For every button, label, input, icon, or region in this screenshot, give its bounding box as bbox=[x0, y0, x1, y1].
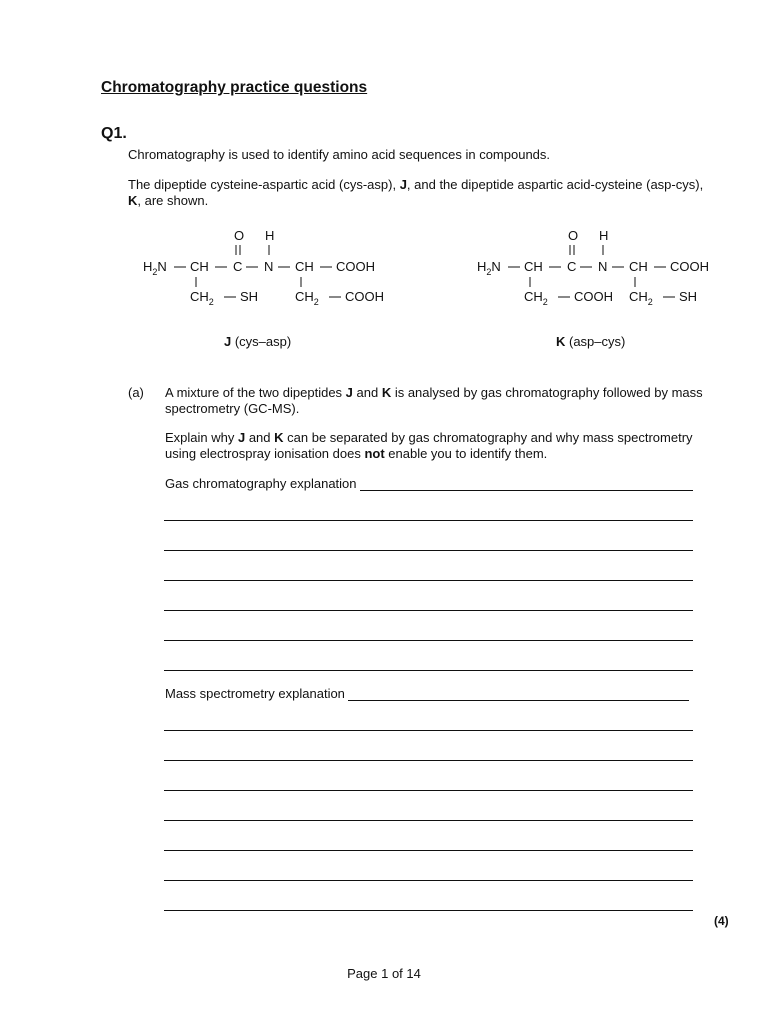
n-atom: N bbox=[157, 259, 167, 274]
carbonyl-o: O bbox=[234, 228, 245, 243]
ch-text: CH bbox=[524, 289, 543, 304]
intro2-j: J bbox=[399, 177, 407, 192]
ch2-group bbox=[524, 289, 548, 307]
question-number: Q1. bbox=[101, 125, 127, 142]
ch2-subscript: 2 bbox=[647, 297, 653, 307]
carboxyl-group: COOH bbox=[345, 289, 384, 304]
amide-h: H bbox=[265, 228, 275, 243]
ch2-group bbox=[295, 289, 319, 307]
h2-subscript: 2 bbox=[486, 267, 492, 277]
amide-n: N bbox=[598, 259, 608, 274]
carboxyl-group: COOH bbox=[670, 259, 709, 274]
answer-line[interactable] bbox=[164, 640, 693, 641]
carboxyl-group: COOH bbox=[574, 289, 613, 304]
part-a-text-1 bbox=[165, 385, 705, 417]
ch2-subscript: 2 bbox=[208, 297, 214, 307]
answer-line[interactable] bbox=[164, 730, 693, 731]
k-bold: K bbox=[556, 334, 566, 349]
part-label: (a) bbox=[128, 385, 144, 400]
answer-line[interactable] bbox=[164, 790, 693, 791]
ch-text: CH bbox=[295, 289, 314, 304]
ch2-subscript: 2 bbox=[542, 297, 548, 307]
answer-line[interactable] bbox=[164, 760, 693, 761]
gas-label-text: Gas chromatography explanation bbox=[165, 476, 357, 491]
ch2-subscript: 2 bbox=[313, 297, 319, 307]
mass-label-text: Mass spectrometry explanation bbox=[165, 686, 345, 701]
answer-line[interactable] bbox=[348, 688, 689, 701]
intro2-k: K bbox=[128, 193, 138, 208]
alpha-carbon-2: CH bbox=[295, 259, 314, 274]
text2-k: K bbox=[274, 430, 284, 445]
structure-k-label bbox=[556, 334, 625, 349]
structure-j-label bbox=[224, 334, 291, 349]
question-intro-2 bbox=[128, 177, 708, 209]
page-title: Chromatography practice questions bbox=[101, 79, 368, 96]
h-atom: H bbox=[143, 259, 153, 274]
carbonyl-c: C bbox=[567, 259, 577, 274]
text2-a: Explain why bbox=[165, 430, 238, 445]
part-a-text-2 bbox=[165, 430, 705, 462]
question-intro: Chromatography is used to identify amino acid sequences in compounds. bbox=[128, 147, 551, 162]
intro2-text-b: , and the dipeptide aspartic acid-cysteine (asp-cys), bbox=[406, 177, 704, 192]
k-label-text: (asp–cys) bbox=[565, 334, 626, 349]
answer-line[interactable] bbox=[360, 478, 693, 491]
text2-b: and bbox=[245, 430, 275, 445]
alpha-carbon-2: CH bbox=[629, 259, 648, 274]
structure-k bbox=[474, 225, 734, 315]
answer-line[interactable] bbox=[164, 520, 693, 521]
answer-line[interactable] bbox=[164, 850, 693, 851]
answer-line[interactable] bbox=[164, 610, 693, 611]
carbonyl-c: C bbox=[233, 259, 243, 274]
ch2-group bbox=[190, 289, 214, 307]
h2-subscript: 2 bbox=[152, 267, 158, 277]
ch-text: CH bbox=[629, 289, 648, 304]
n-atom: N bbox=[491, 259, 501, 274]
j-label-text: (cys–asp) bbox=[231, 334, 292, 349]
text1-k: K bbox=[381, 385, 392, 400]
carboxyl-group: COOH bbox=[336, 259, 375, 274]
text1-a: A mixture of the two dipeptides bbox=[165, 385, 346, 400]
amide-n: N bbox=[264, 259, 274, 274]
text2-d: enable you to identify them. bbox=[384, 446, 548, 461]
amino-group bbox=[143, 259, 167, 277]
answer-line[interactable] bbox=[164, 820, 693, 821]
page-footer: Page 1 of 14 bbox=[347, 966, 421, 981]
ch-text: CH bbox=[190, 289, 209, 304]
ch2-group bbox=[629, 289, 653, 307]
carbonyl-o: O bbox=[568, 228, 579, 243]
text2-j: J bbox=[237, 430, 246, 445]
thiol-group: SH bbox=[240, 289, 259, 304]
marks-indicator: (4) bbox=[714, 914, 729, 928]
text1-c: is analysed by gas chromatography followed by mass spectrometry (GC-MS). bbox=[165, 385, 703, 416]
answer-line[interactable] bbox=[164, 880, 693, 881]
amide-h: H bbox=[599, 228, 609, 243]
alpha-carbon-1: CH bbox=[190, 259, 209, 274]
answer-line[interactable] bbox=[164, 910, 693, 911]
h-atom: H bbox=[477, 259, 487, 274]
amino-group bbox=[477, 259, 501, 277]
text2-not: not bbox=[364, 446, 385, 461]
text1-b: and bbox=[352, 385, 382, 400]
answer-line[interactable] bbox=[164, 550, 693, 551]
text1-j: J bbox=[345, 385, 353, 400]
gas-chromatography-answer-label bbox=[165, 476, 693, 491]
j-bold: J bbox=[224, 334, 232, 349]
intro2-text-a: The dipeptide cysteine-aspartic acid (cys-asp), bbox=[128, 177, 400, 192]
answer-line[interactable] bbox=[164, 670, 693, 671]
text2-c: can be separated by gas chromatography and why mass spectrometry using electrospray ionisation does bbox=[165, 430, 693, 461]
mass-spectrometry-answer-label bbox=[165, 686, 689, 701]
structure-j bbox=[140, 225, 400, 315]
intro2-text-c: , are shown. bbox=[137, 193, 209, 208]
alpha-carbon-1: CH bbox=[524, 259, 543, 274]
thiol-group: SH bbox=[679, 289, 698, 304]
answer-line[interactable] bbox=[164, 580, 693, 581]
